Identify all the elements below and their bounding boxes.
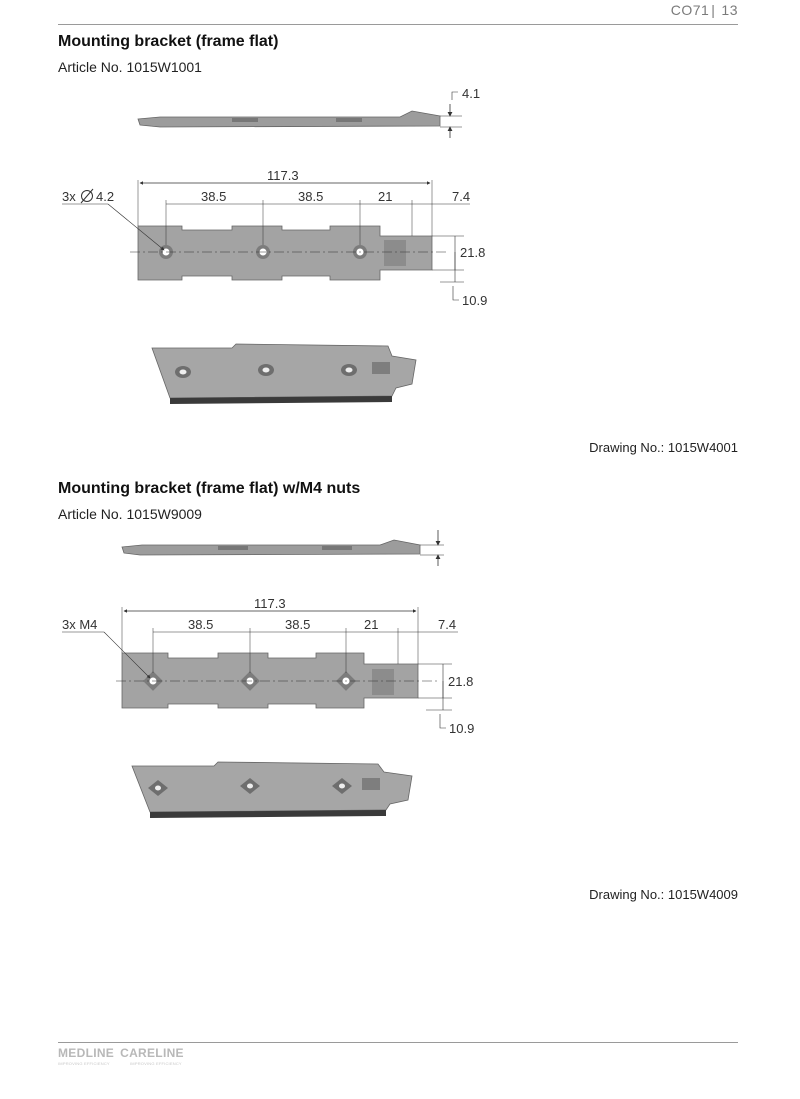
- dim-tab-label: 21: [378, 189, 393, 204]
- section2-technical-drawing: [0, 520, 800, 840]
- section2-drawing-number: Drawing No.: 1015W4009: [589, 887, 738, 902]
- document-code: CO71: [670, 2, 710, 18]
- dim-overall-label: 117.3: [267, 168, 299, 183]
- hole-callout-count: 3x: [62, 189, 76, 204]
- brand-medline: MEDLINE: [58, 1046, 115, 1060]
- section2-article-number: Article No. 1015W9009: [58, 506, 202, 522]
- section1-title: Mounting bracket (frame flat): [58, 33, 279, 50]
- hole-callout-label-2: 3x M4: [62, 617, 98, 632]
- dim-pitch2-label: 38.5: [298, 189, 324, 204]
- dim-thickness-label: 4.1: [462, 86, 481, 101]
- dim-pitch1-label-2: 38.5: [188, 617, 214, 632]
- footer-rule: [58, 1042, 738, 1043]
- dim-width-label-2: 21.8: [448, 674, 474, 689]
- section1-top-view: [62, 168, 487, 308]
- section2-top-view: [62, 596, 474, 736]
- section1-side-view: [138, 86, 480, 138]
- section2-isometric-view: [132, 762, 412, 818]
- section1-technical-drawing: [0, 0, 800, 470]
- section1-article-number: Article No. 1015W1001: [58, 59, 202, 75]
- section1-drawing-number: Drawing No.: 1015W4001: [589, 440, 738, 455]
- section1-isometric-view: [152, 344, 416, 404]
- hole-size-label: 4.2: [96, 189, 115, 204]
- page-number: 13: [721, 2, 738, 18]
- brand-careline: CARELINE: [120, 1046, 184, 1060]
- dim-half-width-label: 10.9: [462, 293, 488, 308]
- footer-tagline-2: IMPROVING EFFICIENCY: [130, 1061, 182, 1066]
- dim-pitch1-label: 38.5: [201, 189, 227, 204]
- dim-pitch2-label-2: 38.5: [285, 617, 311, 632]
- dim-half-width-label-2: 10.9: [449, 721, 475, 736]
- section2-side-view: [122, 530, 444, 566]
- dim-tab-label-2: 21: [364, 617, 379, 632]
- footer-tagline-1: IMPROVING EFFICIENCY: [58, 1061, 110, 1066]
- dim-end-label-2: 7.4: [438, 617, 457, 632]
- section2-title: Mounting bracket (frame flat) w/M4 nuts: [58, 480, 361, 497]
- dim-end-label: 7.4: [452, 189, 471, 204]
- dim-overall-label-2: 117.3: [254, 596, 286, 611]
- footer-logo: [58, 1046, 190, 1060]
- dim-width-label: 21.8: [460, 245, 486, 260]
- header-separator: |: [711, 2, 716, 18]
